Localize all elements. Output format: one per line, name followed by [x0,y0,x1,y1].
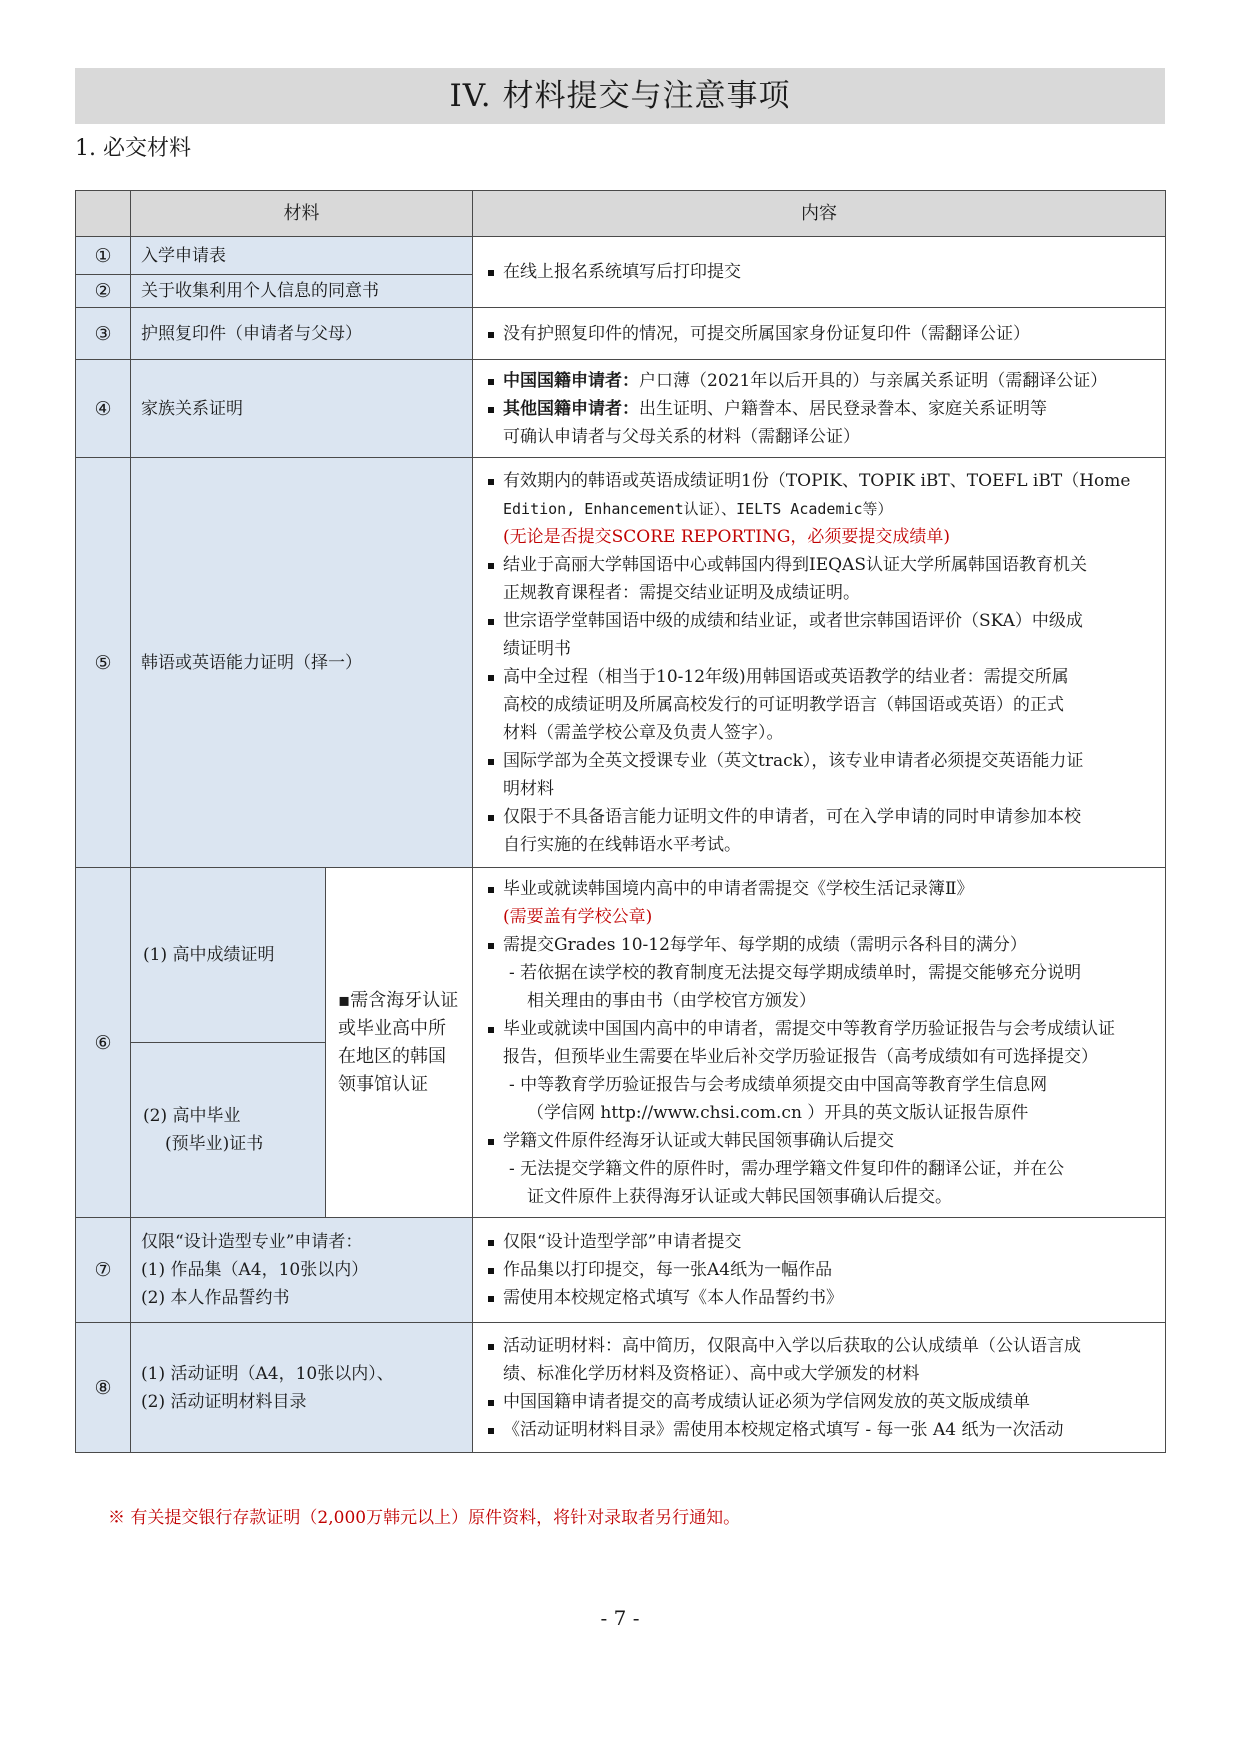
material-line: (1) 活动证明（A4，10张以内）、 [141,1363,394,1384]
required-materials-table [75,190,1166,1453]
material-cell: 入学申请表 [131,237,473,275]
bullet-item: 需提交Grades 10-12每学年、每学期的成绩（需明示各科目的满分） [487,931,1165,959]
table-row [76,360,1166,458]
content-cell [473,1218,1166,1323]
bullet-item: 有效期内的韩语或英语成绩证明1份（TOPIK、TOPIK iBT、TOEFL iBT（Home [487,467,1165,495]
bullet-item: 《活动证明材料目录》需使用本校规定格式填写 - 每一张 A4 纸为一次活动 [487,1416,1165,1444]
row-number: ⑧ [76,1323,131,1453]
bullet-item: 毕业或就读韩国境内高中的申请者需提交《学校生活记录簿Ⅱ》 [487,875,1165,903]
row-number: ⑤ [76,458,131,868]
content-cell [473,360,1166,458]
bullet-item: 学籍文件原件经海牙认证或大韩民国领事确认后提交 [487,1127,1165,1155]
page-number: - 7 - [600,1606,640,1630]
bullet-item: 国际学部为全英文授课专业（英文track），该专业申请者必须提交英语能力证 [487,747,1165,775]
header-content: 内容 [473,191,1166,237]
bullet-item: 仅限于不具备语言能力证明文件的申请者，可在入学申请的同时申请参加本校 [487,803,1165,831]
bullet-continuation: 材料（需盖学校公章及负责人签字）。 [503,722,784,743]
row-number: ⑦ [76,1218,131,1323]
header-material: 材料 [131,191,473,237]
bullet-continuation: 报告，但预毕业生需要在毕业后补交学历验证报告（高考成绩如有可选择提交） [503,1046,1098,1067]
certification-cell: ▪需含海牙认证或毕业高中所在地区的韩国领事馆认证 [326,868,473,1218]
material-cell: 关于收集利用个人信息的同意书 [131,275,473,308]
material-line: (2) 活动证明材料目录 [141,1391,307,1412]
header-blank [76,191,131,237]
bullet-item: 仅限“设计造型学部”申请者提交 [487,1228,1165,1256]
bullet-continuation: 高校的成绩证明及所属高校发行的可证明教学语言（韩国语或英语）的正式 [503,694,1064,715]
bullet-item: 需使用本校规定格式填写《本人作品誓约书》 [487,1284,1165,1312]
content-cell [473,868,1166,1218]
bullet-continuation: 明材料 [503,778,554,799]
table-row [76,1218,1166,1323]
bullet-continuation: 绩、标准化学历材料及资格证）、高中或大学颁发的材料 [503,1363,920,1384]
material-line: 仅限“设计造型专业”申请者： [141,1232,363,1252]
row-number: ③ [76,308,131,360]
material-cell: (1) 高中成绩证明 [131,868,326,1043]
material-line: (预毕业)证书 [165,1134,264,1154]
red-notice: (需要盖有学校公章) [503,906,653,927]
material-line: (1) 作品集（A4，10张以内） [141,1260,369,1280]
material-cell: 护照复印件（申请者与父母） [131,308,473,360]
table-row [76,868,1166,1043]
material-cell: 家族关系证明 [131,360,473,458]
bullet-item: 高中全过程（相当于10-12年级)用韩国语或英语教学的结业者：需提交所属 [487,663,1165,691]
sub-item: - 无法提交学籍文件的原件时，需办理学籍文件复印件的翻译公证，并在公 [509,1158,1065,1179]
content-cell [473,308,1166,360]
subtitle: 1. 必交材料 [75,136,191,161]
content-cell [473,458,1166,868]
material-line: (2) 本人作品誓约书 [141,1288,290,1308]
section-title: IV. 材料提交与注意事项 [75,68,1165,124]
sub-item-continuation: （学信网 http://www.chsi.com.cn ）开具的英文版认证报告原件 [527,1102,1029,1123]
sub-item: - 中等教育学历验证报告与会考成绩单须提交由中国高等教育学生信息网 [509,1074,1048,1095]
sub-item: - 若依据在读学校的教育制度无法提交每学期成绩单时，需提交能够充分说明 [509,962,1082,983]
red-notice: (无论是否提交SCORE REPORTING，必须要提交成绩单) [503,526,951,547]
sub-item-continuation: 相关理由的事由书（由学校官方颁发） [527,990,816,1011]
bullet-item: 活动证明材料：高中简历，仅限高中入学以后获取的公认成绩单（公认语言成 [487,1332,1165,1360]
bullet-item: 结业于高丽大学韩国语中心或韩国内得到IEQAS认证大学所属韩国语教育机关 [487,551,1165,579]
bullet-continuation: 绩证明书 [503,638,571,659]
bullet-item: 没有护照复印件的情况，可提交所属国家身份证复印件（需翻译公证） [487,320,1165,348]
bullet-continuation: 自行实施的在线韩语水平考试。 [503,834,741,855]
bullet-item: 毕业或就读中国国内高中的申请者，需提交中等教育学历验证报告与会考成绩认证 [487,1015,1165,1043]
bank-deposit-note: ※ 有关提交银行存款证明（2,000万韩元以上）原件资料，将针对录取者另行通知。 [108,1508,741,1528]
table-row [76,458,1166,868]
table-row [76,237,1166,275]
row-number: ④ [76,360,131,458]
row-number: ① [76,237,131,275]
material-cell [131,1043,326,1218]
material-line: (2) 高中毕业 [143,1106,241,1126]
row-number: ⑥ [76,868,131,1218]
table-row [76,1323,1166,1453]
bullet-item: 作品集以打印提交，每一张A4纸为一幅作品 [487,1256,1165,1284]
content-cell [473,1323,1166,1453]
sub-item-continuation: 证文件原件上获得海牙认证或大韩民国领事确认后提交。 [527,1186,952,1207]
bullet-item: 其他国籍申请者：出生证明、户籍誊本、居民登录誊本、家庭关系证明等 [487,395,1165,423]
material-cell [131,1323,473,1453]
table-row [76,308,1166,360]
content-cell [473,237,1166,308]
bullet-item: 中国国籍申请者提交的高考成绩认证必须为学信网发放的英文版成绩单 [487,1388,1165,1416]
bullet-item: 中国国籍申请者：户口薄（2021年以后开具的）与亲属关系证明（需翻译公证） [487,367,1165,395]
bullet-continuation: 可确认申请者与父母关系的材料（需翻译公证） [503,426,860,447]
row-number: ② [76,275,131,308]
bullet-continuation: 正规教育课程者：需提交结业证明及成绩证明。 [503,582,860,603]
table-header-row [76,191,1166,237]
material-cell [131,1218,473,1323]
bullet-continuation: Edition, Enhancement认证）、IELTS Academic等） [503,499,893,518]
bullet-item: 在线上报名系统填写后打印提交 [487,258,1165,286]
bullet-item: 世宗语学堂韩国语中级的成绩和结业证，或者世宗韩国语评价（SKA）中级成 [487,607,1165,635]
material-cell: 韩语或英语能力证明（择一） [131,458,473,868]
